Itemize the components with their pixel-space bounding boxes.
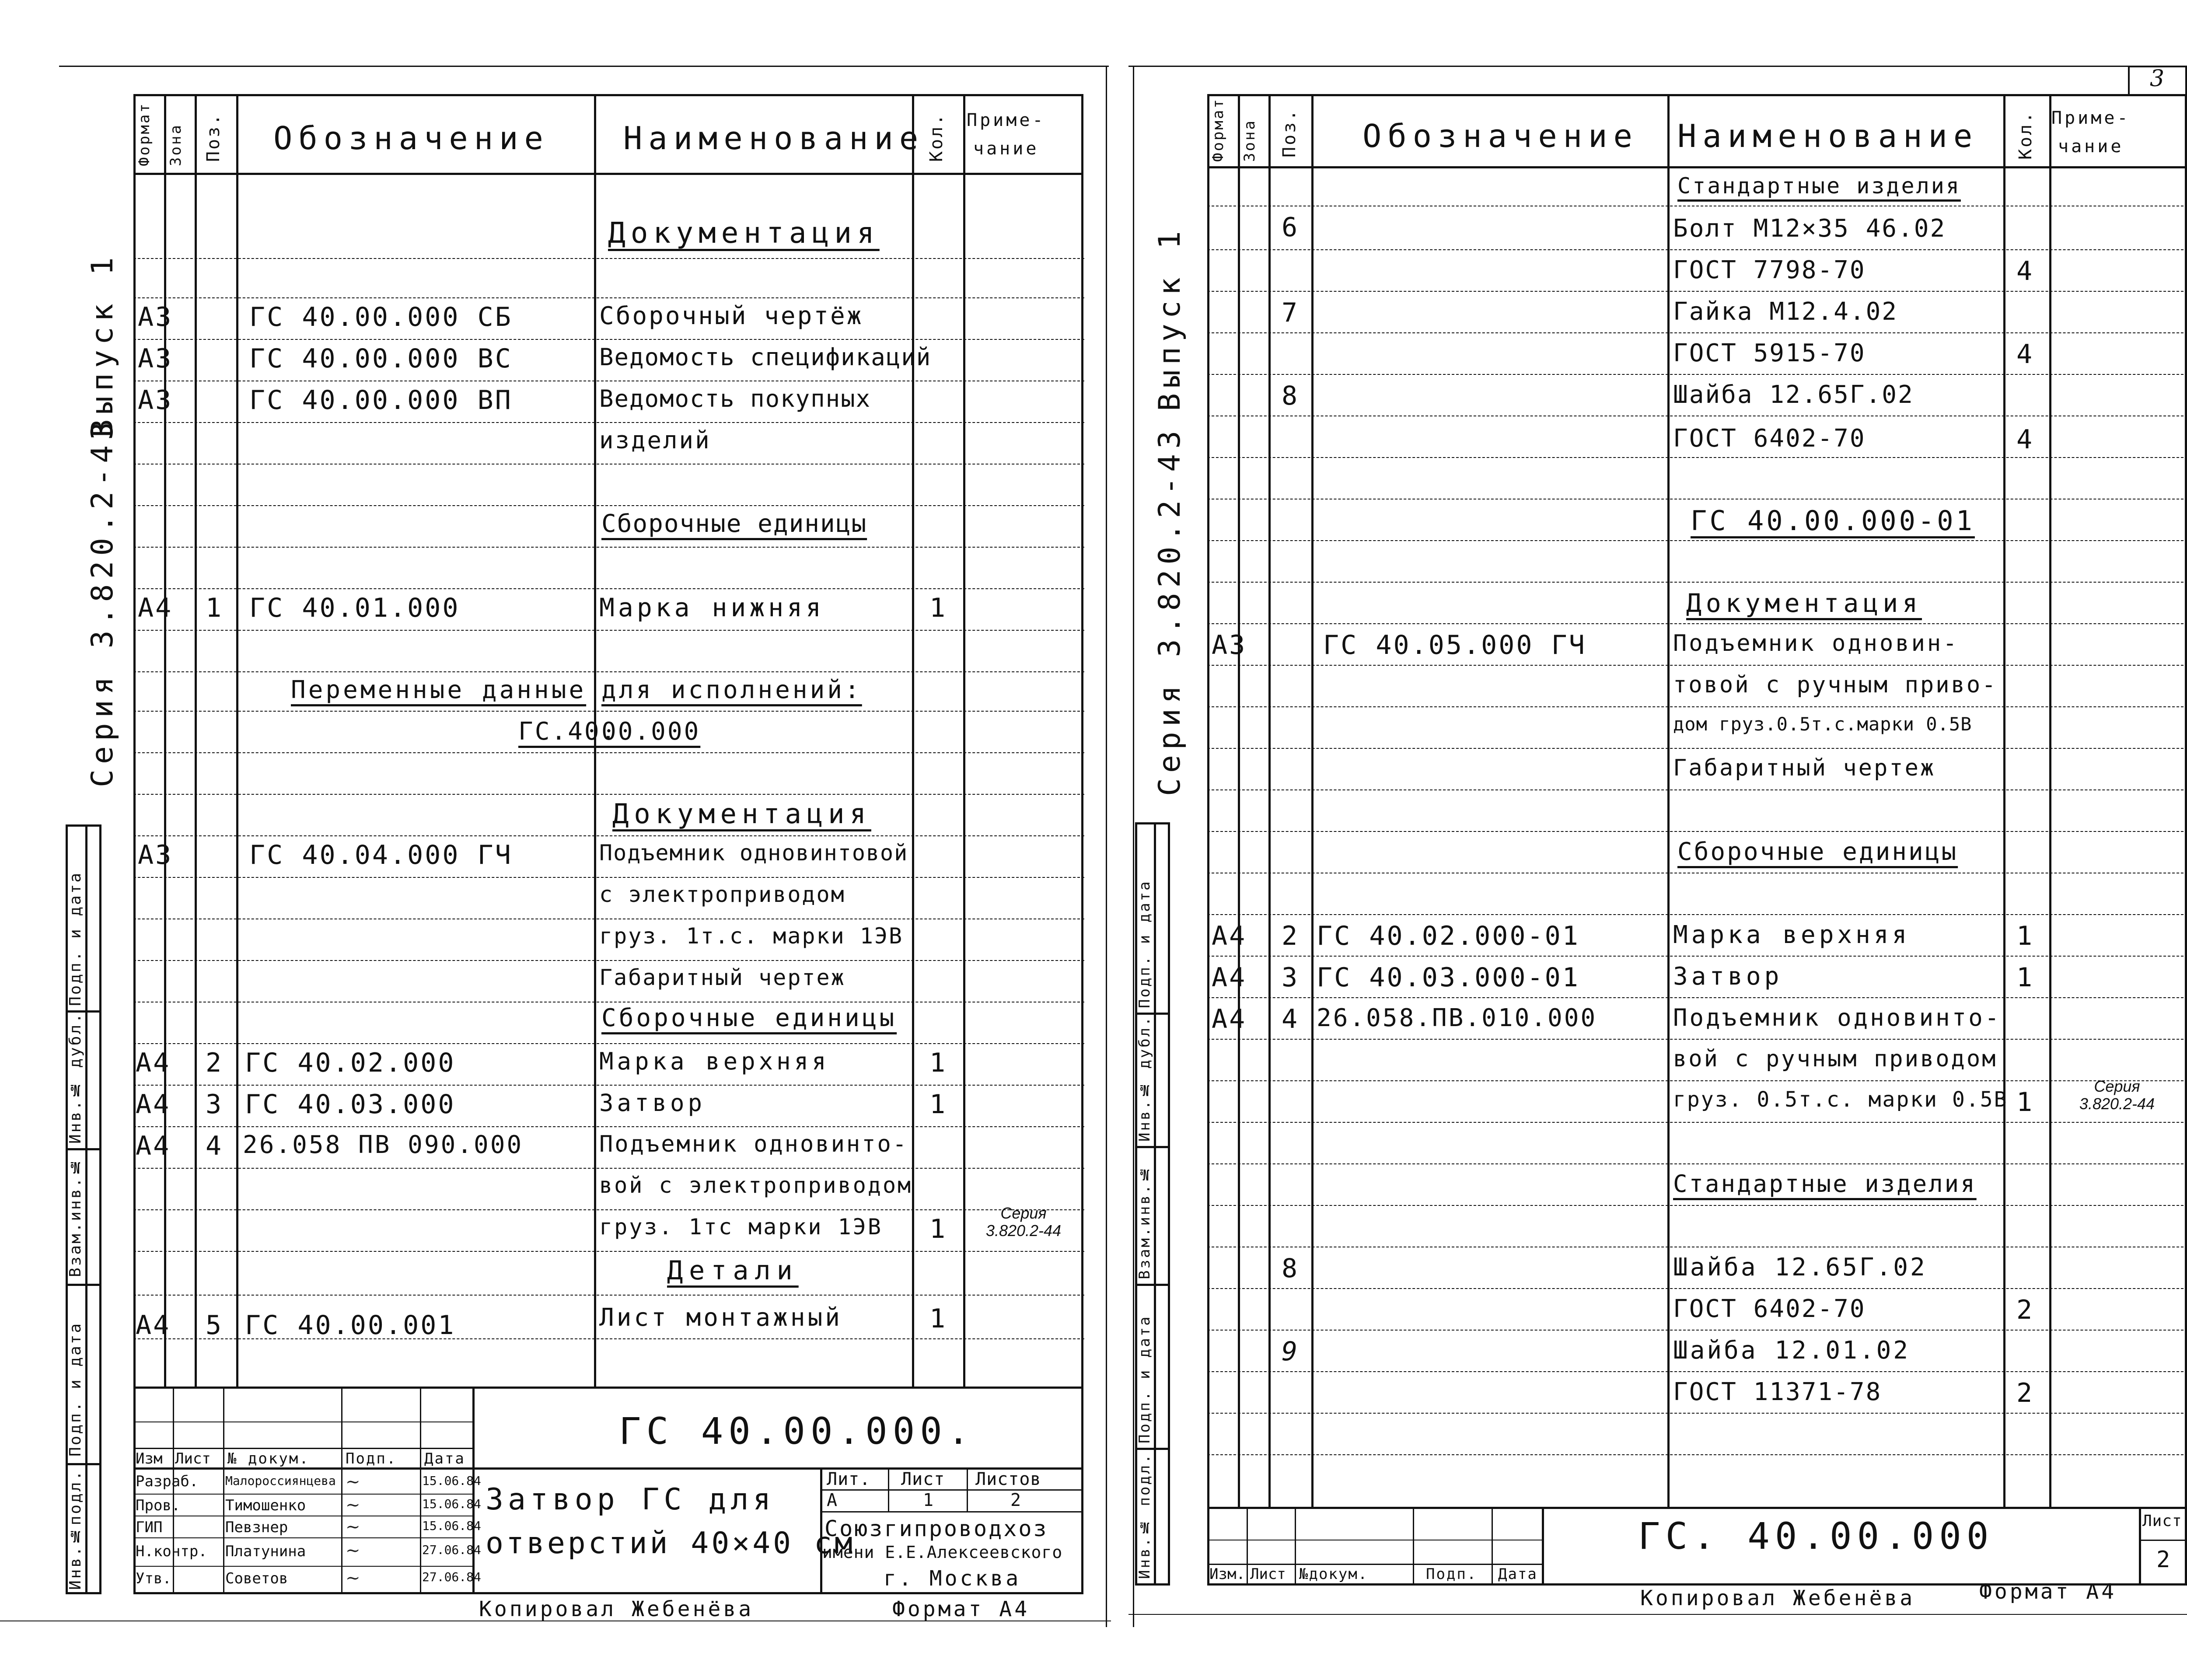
row-pos: 5 [206,1310,224,1341]
row-name: Габаритный чертеж [599,965,845,990]
col-header-note-2: чание [973,139,1039,159]
stamp-person: Певзнер [225,1519,288,1536]
row-name: Ведомость спецификаций [599,343,932,371]
stamp-person: Советов [225,1570,288,1587]
section-assembly-units: Сборочные единицы [1677,838,1958,866]
row-designation: ГС 40.02.000-01 [1317,921,1580,951]
stamp-document-code: ГС. 40.00.000 [1638,1515,1994,1558]
row-name: ГОСТ 6402-70 [1673,424,1866,453]
side-stamp-sign1: Подп. и дата [1136,1315,1153,1443]
row-pos: 2 [1282,921,1300,951]
col-header-format: Формат [1209,98,1227,162]
side-issue-title: Выпуск 1 [1153,226,1187,411]
side-stamp-vzam: Взам.инв.№ [1136,1163,1153,1279]
stamp-signature: ~ [346,1495,360,1515]
row-qty: 1 [929,1303,947,1334]
row-pos: 1 [206,593,224,623]
stamp-date: 15.06.84 [422,1474,481,1488]
row-name-cont: изделий [599,426,711,454]
row-name: ГОСТ 5915-70 [1673,339,1866,367]
stamp-lit: А [827,1490,838,1510]
fold-line [1133,66,1134,1627]
col-header-note-1: Приме- [967,110,1046,130]
row-name: груз. 0.5т.с. марки 0.5В [1673,1087,2008,1112]
col-header-format: Формат [136,102,153,166]
stamp-col-izm: Изм. [1209,1565,1245,1583]
row-format: А3 [138,343,173,374]
row-qty: 4 [2016,424,2034,455]
row-format: А4 [136,1089,171,1120]
row-note-line: 3.820.2-44 [985,1222,1062,1240]
stamp-col-doc: №докум. [1299,1565,1368,1583]
row-name: Марка верхняя [599,1048,830,1075]
row-name: товой с ручным приво- [1673,672,1998,698]
side-stamp-dubl: Инв.№ дубл. [66,1012,84,1144]
row-name: вой с ручным приводом [1673,1046,1998,1072]
col-header-qty: Кол. [926,112,947,162]
variant-code: ГС 40.00.000-01 [1691,505,1975,537]
row-name: дом груз.0.5т.с.марки 0.5В [1673,713,1972,735]
stamp-col-sign: Подп. [1426,1565,1478,1583]
row-designation: ГС 40.04.000 ГЧ [249,840,513,870]
row-name: Подъемник одновин- [1673,630,1959,657]
col-header-designation: Обозначение [1363,118,1639,154]
row-note-line: Серия [1000,1204,1047,1222]
stamp-col-sign: Подп. [346,1450,397,1467]
stamp-sheets: 2 [1010,1490,1022,1510]
col-header-pos: Поз. [203,112,224,162]
variable-code-left: ГС.40. [518,717,618,746]
side-stamp-inv: Инв.№подл. [66,1469,84,1590]
row-note-line: Серия [2094,1077,2140,1095]
top-trim-line [59,66,1109,67]
stamp-col-list: Лист [1250,1565,1286,1583]
row-note-line: 3.820.2-44 [2079,1095,2155,1113]
col-header-name: Наименование [1677,118,1979,154]
row-format: А4 [1212,962,1247,993]
row-format: А3 [138,385,173,416]
row-designation: ГС 40.02.000 [245,1048,456,1078]
stamp-org-line2: имени Е.Е.Алексеевского [822,1543,1063,1562]
side-series-title: Серия 3.820.2-43 [85,416,120,787]
fold-line [1106,66,1107,1627]
stamp-date: 15.06.84 [422,1519,481,1533]
stamp-sheet: 1 [923,1490,934,1510]
row-name: Шайба 12.01.02 [1673,1336,1911,1365]
section-documentation: Документация [1686,588,1922,618]
side-issue-title: Выпуск 1 [85,252,120,437]
row-qty: 1 [929,1214,947,1244]
row-format: А3 [138,840,173,870]
stamp-document-code: ГС 40.00.000. [619,1410,975,1453]
row-name: Болт М12×35 46.02 [1673,214,1946,243]
row-format: А4 [138,593,173,623]
stamp-sheets-head: Листов [975,1469,1041,1489]
row-pos: 3 [1282,962,1300,993]
col-header-zone: Зона [1241,119,1258,162]
row-name: груз. 1т.с. марки 1ЭВ [599,923,904,949]
section-documentation-2: Документация [612,798,871,830]
stamp-col-date: Дата [1498,1565,1537,1583]
stamp-title-line1: Затвор ГС для [486,1482,776,1517]
stamp-date: 27.06.84 [422,1570,481,1584]
row-qty: 1 [929,593,947,623]
side-series-title: Серия 3.820.2-43 [1153,425,1187,796]
row-qty: 1 [929,1089,947,1120]
row-qty: 1 [2016,962,2034,993]
row-designation: ГС 40.01.000 [249,593,460,623]
row-pos: 4 [1282,1004,1300,1034]
row-qty: 2 [2016,1295,2034,1325]
row-format: А4 [1212,921,1247,951]
row-pos: 2 [206,1048,224,1078]
stamp-org-line3: г. Москва [884,1566,1021,1591]
stamp-col-list: Лист [175,1450,211,1467]
row-name: с электроприводом [599,882,845,907]
stamp-signature: ~ [346,1540,360,1561]
side-stamp-sign2: Подп. и дата [66,871,84,1006]
right-sheet [1128,0,2187,1680]
stamp-signature: ~ [346,1517,360,1537]
stamp-person: Малороссиянцева [225,1474,336,1488]
row-pos: 4 [206,1131,224,1161]
side-stamp-sign2: Подп. и дата [1136,880,1153,1008]
row-qty: 1 [2016,1087,2034,1118]
row-name: вой с электроприводом [599,1173,913,1198]
row-name: Габаритный чертеж [1673,755,1936,781]
stamp-person: Тимошенко [225,1497,306,1514]
section-assembly-units: Сборочные единицы [601,510,867,538]
page-number: 3 [2150,66,2165,92]
row-name: ГОСТ 6402-70 [1673,1295,1866,1323]
row-name: Затвор [1673,962,1783,991]
variable-data-left: Переменные данные [291,676,587,704]
row-format: А4 [136,1310,171,1341]
copied-by: Копировал Жебенёва [1640,1586,1915,1610]
row-designation: ГС 40.03.000-01 [1317,962,1580,993]
section-standard-items-2: Стандартные изделия [1673,1170,1977,1198]
stamp-title-line2: отверстий 40×40 см [486,1526,855,1561]
col-header-pos: Поз. [1279,108,1300,157]
stamp-role: Н.контр. [136,1543,207,1560]
stamp-role: Пров. [136,1497,181,1514]
col-header-designation: Обозначение [273,120,549,157]
row-designation: 26.058.ПВ.010.000 [1317,1004,1597,1032]
row-qty: 1 [2016,921,2034,951]
row-designation: ГС 40.05.000 ГЧ [1323,630,1586,660]
stamp-col-date: Дата [424,1450,465,1467]
stamp-person: Платунина [225,1543,306,1560]
col-header-zone: Зона [167,123,185,166]
side-stamp-inv: Инв.№ подл. [1136,1453,1153,1579]
stamp-role: ГИП [136,1519,163,1536]
row-pos: 9 [1282,1336,1300,1367]
stamp-lit-head: Лит. [827,1469,871,1489]
row-name: Ведомость покупных [599,385,871,412]
row-qty: 4 [2016,339,2034,370]
row-name: Марка верхняя [1673,921,1911,949]
top-trim-line [1128,66,2187,67]
side-stamp-sign1: Подп. и дата [66,1321,84,1456]
row-name: Марка нижняя [599,593,825,622]
row-name: Затвор [599,1089,706,1117]
side-stamp-dubl: Инв.№ дубл. [1136,1015,1153,1142]
row-name: Сборочный чертёж [599,302,863,330]
row-pos: 8 [1282,381,1300,411]
row-name: Шайба 12.65Г.02 [1673,381,1914,409]
row-name: Подъемник одновинто- [1673,1004,2002,1031]
row-name: Подъемник одновинтовой [599,840,908,866]
row-pos: 7 [1282,297,1300,328]
row-pos: 3 [206,1089,224,1120]
section-documentation: Документация [608,216,880,250]
col-header-qty: Кол. [2016,110,2036,160]
row-pos: 6 [1282,212,1300,243]
row-qty: 2 [2016,1378,2034,1408]
row-designation: 26.058 ПВ 090.000 [243,1131,524,1159]
row-format: А3 [1212,630,1247,660]
section-assembly-units-2: Сборочные единицы [601,1004,897,1032]
stamp-sheet-head: Лист [901,1469,945,1489]
row-pos: 8 [1282,1253,1300,1284]
copied-by: Копировал Жебенёва [479,1597,754,1621]
stamp-role: Разраб. [136,1473,199,1490]
stamp-col-izm: Изм [136,1450,163,1467]
sheet-format: Формат А4 [1979,1579,2117,1604]
col-header-note-1: Приме- [2051,108,2131,128]
section-standard-items: Стандартные изделия [1677,173,1961,199]
row-designation: ГС 40.00.000 ВС [249,343,513,374]
row-name: Лист монтажный [599,1303,843,1332]
row-designation: ГС 40.00.000 ВП [249,385,513,416]
side-stamp-vzam: Взам.инв.№ [66,1156,84,1277]
row-name: ГОСТ 7798-70 [1673,256,1866,284]
row-name: груз. 1тс марки 1ЭВ [599,1214,883,1240]
row-designation: ГС 40.00.001 [245,1310,456,1341]
stamp-col-doc: № докум. [227,1450,310,1467]
stamp-date: 27.06.84 [422,1543,481,1557]
row-designation: ГС 40.03.000 [245,1089,456,1120]
row-name: Подъемник одновинто- [599,1131,908,1157]
col-header-name: Наименование [623,120,925,157]
row-name: ГОСТ 11371-78 [1673,1378,1882,1406]
row-name: Шайба 12.65Г.02 [1673,1253,1927,1282]
variable-code-right: 00.000 [601,717,701,746]
row-format: А3 [138,302,173,332]
variable-data-right: для исполнений: [601,676,862,704]
row-format: А4 [1212,1004,1247,1034]
sheet-format: Формат А4 [892,1597,1030,1621]
stamp-signature: ~ [346,1568,360,1588]
row-designation: ГС 40.00.000 СБ [249,302,513,332]
row-qty: 4 [2016,256,2034,286]
stamp-sheet-head: Лист [2142,1512,2182,1530]
stamp-sheet: 2 [2156,1547,2172,1573]
row-name: Гайка М12.4.02 [1673,297,1898,326]
stamp-role: Утв. [136,1570,171,1587]
stamp-org-line1: Союзгипроводхоз [824,1516,1048,1541]
row-qty: 1 [929,1048,947,1078]
row-format: А4 [136,1131,171,1161]
col-header-note-2: чание [2058,136,2124,157]
row-format: А4 [136,1048,171,1078]
stamp-date: 15.06.84 [422,1497,481,1511]
stamp-signature: ~ [346,1472,360,1492]
section-details: Детали [667,1255,799,1286]
